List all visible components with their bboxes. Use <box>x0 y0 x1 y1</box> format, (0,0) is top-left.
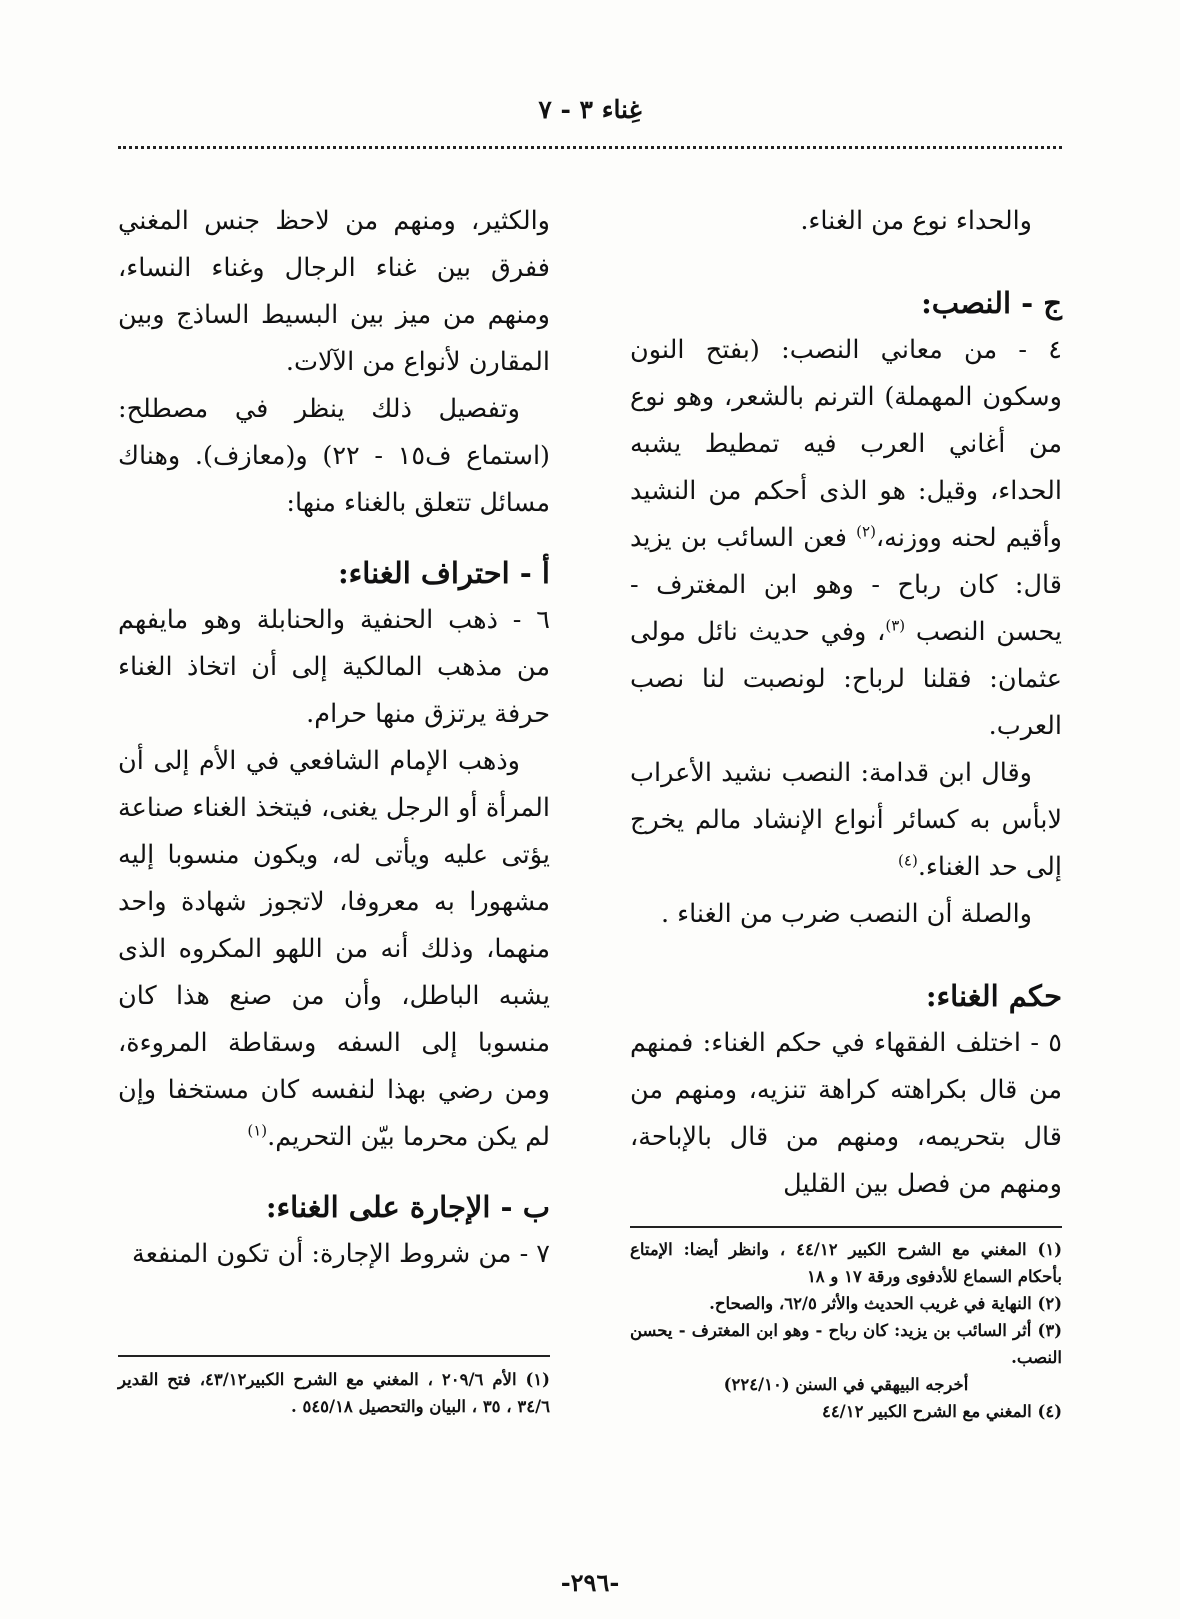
paragraph-ikhtilaf: ٥ - اختلف الفقهاء في حكم الغناء: فمنهم من قال بكراهته كراهة تنزيه، ومنهم من قال بتحريمه، ومنهم من قال بالإباحة، ومنهم من فصل بين القليل <box>630 1028 1062 1199</box>
footnote: (١) الأم ٢٠٩/٦ ، المغني مع الشرح الكبير٤٣/١٢، فتح القدير ٣٤/٦ ، ٣٥ ، البيان والتحصيل ٥٤٥/١٨ . <box>118 1370 550 1416</box>
footnote-ref: (٢) <box>856 522 876 541</box>
paragraph-text: وذهب الإمام الشافعي في الأم إلى أن المرأة أو الرجل يغنى، فيتخذ الغناء صناعة يؤتى عليه ويأتى له، ويكون منسوبا إليه مشهورا به معروفا، لاتجوز شهادة واحد منهما، وذلك أنه من اللهو المكروه الذى يشبه الباطل، وأن من صنع هذا كان منسوبا إلى السفه وسقاطة المروءة، ومن رضي بهذا لنفسه كان مستخفا وإن لم يكن محرما بيّن التحريم. <box>118 746 550 1152</box>
spacer <box>118 1161 550 1183</box>
footnote-ref: (٤) <box>898 851 918 870</box>
page-number: -٢٩٦- <box>560 1568 620 1597</box>
section-heading-nasb: ج - النصب: <box>921 286 1062 320</box>
footnote-ref: (٣) <box>885 616 906 635</box>
paragraph: ٧ - من شروط الإجارة: أن تكون المنفعة <box>132 1239 550 1269</box>
footnote: (٣) أثر السائب بن يزيد: كان رباح - وهو ابن المغترف - يحسن النصب. <box>630 1321 1062 1367</box>
footnote: (١) المغني مع الشرح الكبير ٤٤/١٢ ، وانظر أيضا: الإمتاع بأحكام السماع للأدفوى ورقة ١٧ و ١٨ <box>630 1240 1062 1286</box>
section-heading-hukm: حكم الغناء: <box>925 979 1062 1013</box>
paragraph: وتفصيل ذلك ينظر في مصطلح: (استماع ف١٥ - ٢٢) و(معازف). وهناك مسائل تتعلق بالغناء منها: <box>118 394 550 518</box>
left-column <box>118 198 550 1278</box>
footnote: (٤) المغني مع الشرح الكبير ٤٤/١٢ <box>821 1402 1062 1421</box>
paragraph-nasb-meaning <box>630 327 1062 750</box>
footnote-rule-right <box>630 1226 1062 1228</box>
spacer <box>118 527 550 549</box>
footnotes-right <box>630 1236 1062 1425</box>
header-dotted-rule <box>118 146 1062 149</box>
paragraph: ٦ - ذهب الحنفية والحنابلة وهو مايفهم من مذهب المالكية إلى أن اتخاذ الغناء حرفة يرتزق منها حرام. <box>118 605 550 729</box>
section-heading-ijara: ب - الإجارة على الغناء: <box>265 1190 550 1224</box>
paragraph-ibn-qudama <box>630 750 1062 891</box>
spacer <box>630 938 1062 972</box>
paragraph-text: فعن السائب بن يزيد قال: كان رباح - وهو ابن المغترف - يحسن النصب <box>630 523 1062 647</box>
paragraph-text: ، وفي حديث نائل مولى عثمان: فقلنا لرباح: لونصبت لنا نصب العرب. <box>630 617 1062 741</box>
paragraph-text: ٤ - من معاني النصب: (بفتح النون وسكون المهملة) الترنم بالشعر، وهو نوع من أغاني العرب فيه تمطيط يشبه الحداء، وقيل: هو الذى أحكم من النشيد وأقيم لحنه ووزنه، <box>630 335 1062 553</box>
footnotes-left <box>118 1366 550 1420</box>
footnote-rule-left <box>118 1355 550 1357</box>
paragraph-shafii <box>118 738 550 1161</box>
paragraph: والكثير، ومنهم من لاحظ جنس المغني ففرق بين غناء الرجال وغناء النساء، ومنهم من ميز بين البسيط الساذج وبين المقارن لأنواع من الآلات. <box>118 206 550 377</box>
footnote-ref: (١) <box>247 1121 268 1140</box>
footnote: (٢) النهاية في غريب الحديث والأثر ٦٢/٥، والصحاح. <box>709 1294 1062 1313</box>
paragraph-text: وقال ابن قدامة: النصب نشيد الأعراب لابأس به كسائر أنواع الإنشاد مالم يخرج إلى حد الغناء. <box>630 758 1062 882</box>
spacer <box>630 245 1062 279</box>
footnote: أخرجه البيهقي في السنن (٢٢٤/١٠) <box>723 1375 969 1394</box>
right-column <box>630 198 1062 1208</box>
paragraph: والحداء نوع من الغناء. <box>800 206 1032 236</box>
running-header: غِناء ٣ - ٧ <box>538 95 642 124</box>
paragraph: والصلة أن النصب ضرب من الغناء . <box>660 899 1032 929</box>
section-heading-ihtiraf: أ - احتراف الغناء: <box>337 556 550 590</box>
